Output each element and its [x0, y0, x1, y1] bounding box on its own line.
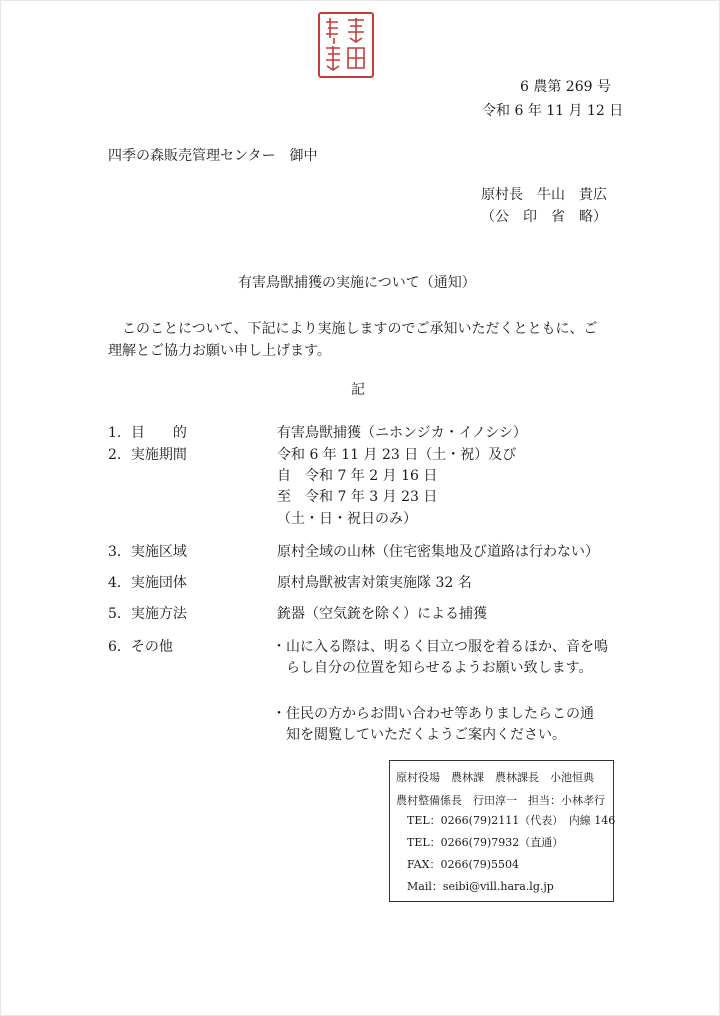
seal-icon [320, 14, 372, 76]
item-label-area: 3．実施区域 [108, 544, 187, 560]
contact-tel-direct: TEL：0266(79)7932（直通） [407, 836, 564, 849]
item-value-other-4: 知を閲覧していただくようご案内ください。 [272, 727, 566, 743]
item-value-other-3: ・住民の方からお問い合わせ等ありましたらこの通 [272, 706, 594, 722]
item-label-period: 2．実施期間 [108, 447, 187, 463]
contact-box [389, 760, 614, 902]
item-value-period-1: 令和 6 年 11 月 23 日（土・祝）及び [277, 447, 517, 463]
issue-date: 令和 6 年 11 月 12 日 [482, 103, 624, 119]
contact-fax: FAX：0266(79)5504 [407, 858, 520, 871]
item-value-period-3: 至 令和 7 年 3 月 23 日 [277, 489, 438, 505]
item-label-method: 5．実施方法 [108, 606, 187, 622]
item-value-period-4: （土・日・祝日のみ） [277, 511, 417, 527]
item-value-area: 原村全域の山林（住宅密集地及び道路は行わない） [277, 544, 599, 560]
item-value-other-2: らし自分の位置を知らせるようお願い致します。 [272, 660, 593, 676]
contact-department: 原村役場 農林課 農林課長 小池恒典 [396, 771, 594, 784]
seal-omitted-note: （公 印 省 略） [481, 209, 607, 225]
contact-tel-main: TEL：0266(79)2111（代表） 内線 146 [407, 814, 616, 827]
item-label-organization: 4．実施団体 [108, 575, 187, 591]
item-value-other-1: ・山に入る際は、明るく目立つ服を着るほか、音を鳴 [272, 639, 608, 655]
ki-heading: 記 [351, 382, 365, 398]
item-value-period-2: 自 令和 7 年 2 月 16 日 [277, 468, 438, 484]
body-line-2: 理解とご協力お願い申し上げます。 [108, 343, 331, 359]
document-number: 6 農第 269 号 [520, 79, 611, 95]
sender-name: 原村長 牛山 貴広 [481, 187, 607, 203]
item-value-organization: 原村鳥獣被害対策実施隊 32 名 [277, 575, 472, 591]
red-seal-stamp [318, 12, 374, 78]
recipient: 四季の森販売管理センター 御中 [108, 148, 318, 164]
subject-title: 有害鳥獣捕獲の実施について（通知） [238, 275, 476, 291]
contact-staff: 農村整備係長 行田淳一 担当：小林孝行 [396, 794, 605, 807]
item-label-other: 6．その他 [108, 639, 173, 655]
item-value-method: 銃器（空気銃を除く）による捕獲 [277, 606, 487, 622]
item-value-purpose: 有害鳥獣捕獲（ニホンジカ・イノシシ） [277, 425, 527, 441]
body-line-1: このことについて、下記により実施しますのでご承知いただくとともに、ご [108, 321, 598, 337]
item-label-purpose: 1．目 的 [108, 425, 187, 441]
contact-email: Mail：seibi@vill.hara.lg.jp [407, 880, 554, 893]
